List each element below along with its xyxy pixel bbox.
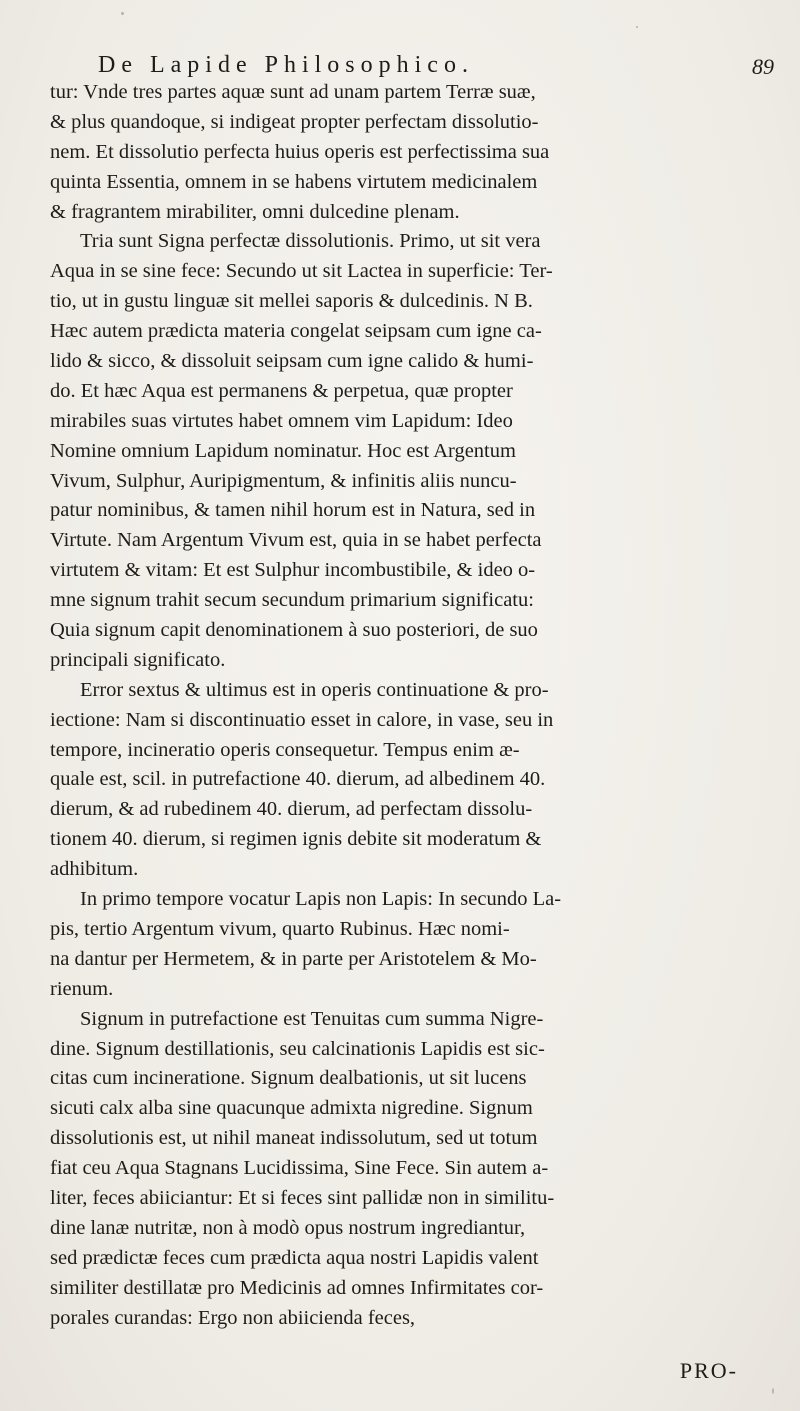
text-line: Nomine omnium Lapidum nominatur. Hoc est Argentum <box>50 439 516 462</box>
text-line: principali significato. <box>50 648 226 671</box>
text-line: Virtute. Nam Argentum Vivum est, quia in se habet perfecta <box>50 529 542 552</box>
paper-speck <box>772 1388 774 1394</box>
text-line: dine. Signum destillationis, seu calcinationis Lapidis est sic- <box>50 1037 545 1060</box>
text-line: Quia signum capit denominationem à suo posteriori, de suo <box>50 619 538 642</box>
text-line: mne signum trahit secum secundum primarium significatu: <box>50 589 534 612</box>
text-line: Vivum, Sulphur, Auripigmentum, & infinitis aliis nuncu- <box>50 469 517 492</box>
text-line: virtutem & vitam: Et est Sulphur incombustibile, & ideo o- <box>50 559 536 582</box>
text-line: quale est, scil. in putrefactione 40. dierum, ad albedinem 40. <box>50 768 546 791</box>
text-line: tur: Vnde tres partes aquæ sunt ad unam partem Terræ suæ, <box>50 81 536 103</box>
text-line: & fragrantem mirabiliter, omni dulcedine plenam. <box>50 200 460 223</box>
text-line: mirabiles suas virtutes habet omnem vim Lapidum: Ideo <box>50 409 513 432</box>
text-line: tionem 40. dierum, si regimen ignis debite sit moderatum & <box>50 828 542 851</box>
text-line: dierum, & ad rubedinem 40. dierum, ad perfectam dissolu- <box>50 798 533 821</box>
text-line: citas cum incineratione. Signum dealbationis, ut sit lucens <box>50 1067 527 1090</box>
text-line: porales curandas: Ergo non abiicienda feces, <box>50 1306 416 1329</box>
text-line: rienum. <box>50 977 114 1000</box>
text-line: liter, feces abiiciantur: Et si feces sint pallidæ non in similitu- <box>50 1186 555 1209</box>
text-line: dine lanæ nutritæ, non à modò opus nostrum ingrediantur, <box>50 1216 526 1239</box>
paper-speck <box>636 26 638 28</box>
text-line: sed prædictæ feces cum prædicta aqua nostri Lapidis valent <box>50 1246 539 1269</box>
text-line: tio, ut in gustu linguæ sit mellei saporis & dulcedinis. N B. <box>50 290 533 313</box>
text-line: adhibitum. <box>50 858 139 881</box>
text-line: quinta Essentia, omnem in se habens virtutem medicinalem <box>50 170 538 193</box>
running-title: De Lapide Philosophico. <box>98 52 474 78</box>
text-line: iectione: Nam si discontinuatio esset in calore, in vase, seu in <box>50 708 554 731</box>
text-line: & plus quandoque, si indigeat propter perfectam dissolutio- <box>50 110 539 133</box>
text-line: dissolutionis est, ut nihil maneat indissolutum, sed ut totum <box>50 1127 538 1150</box>
text-line: na dantur per Hermetem, & in parte per Aristotelem & Mo- <box>50 947 537 970</box>
text-line: patur nominibus, & tamen nihil horum est in Natura, sed in <box>50 499 536 522</box>
text-line: pis, tertio Argentum vivum, quarto Rubinus. Hæc nomi- <box>50 917 510 940</box>
text-line: Signum in putrefactione est Tenuitas cum summa Nigre- <box>80 1007 544 1030</box>
text-line: lido & sicco, & dissoluit seipsam cum igne calido & humi- <box>50 350 534 373</box>
text-line: Error sextus & ultimus est in operis continuatione & pro- <box>80 678 549 701</box>
text-line: In primo tempore vocatur Lapis non Lapis: In secundo La- <box>80 888 562 911</box>
text-line: Aqua in se sine fece: Secundo ut sit Lactea in superficie: Ter- <box>50 260 553 283</box>
paper-speck <box>121 12 124 15</box>
text-line: sicuti calx alba sine quacunque admixta nigredine. Signum <box>50 1097 533 1120</box>
page-number: 89 <box>752 54 774 79</box>
text-line: do. Et hæc Aqua est permanens & perpetua, quæ propter <box>50 379 513 402</box>
text-line: similiter destillatæ pro Medicinis ad omnes Infirmitates cor- <box>50 1276 544 1299</box>
body-text <box>50 78 790 1333</box>
catchword: PRO- <box>679 1358 738 1383</box>
text-line: Hæc autem prædicta materia congelat seipsam cum igne ca- <box>50 320 542 343</box>
text-line: nem. Et dissolutio perfecta huius operis est perfectissima sua <box>50 140 550 163</box>
text-line: tempore, incineratio operis consequetur. Tempus enim æ- <box>50 738 520 761</box>
text-line: fiat ceu Aqua Stagnans Lucidissima, Sine Fece. Sin autem a- <box>50 1157 549 1180</box>
text-line: Tria sunt Signa perfectæ dissolutionis. Primo, ut sit vera <box>80 230 541 253</box>
